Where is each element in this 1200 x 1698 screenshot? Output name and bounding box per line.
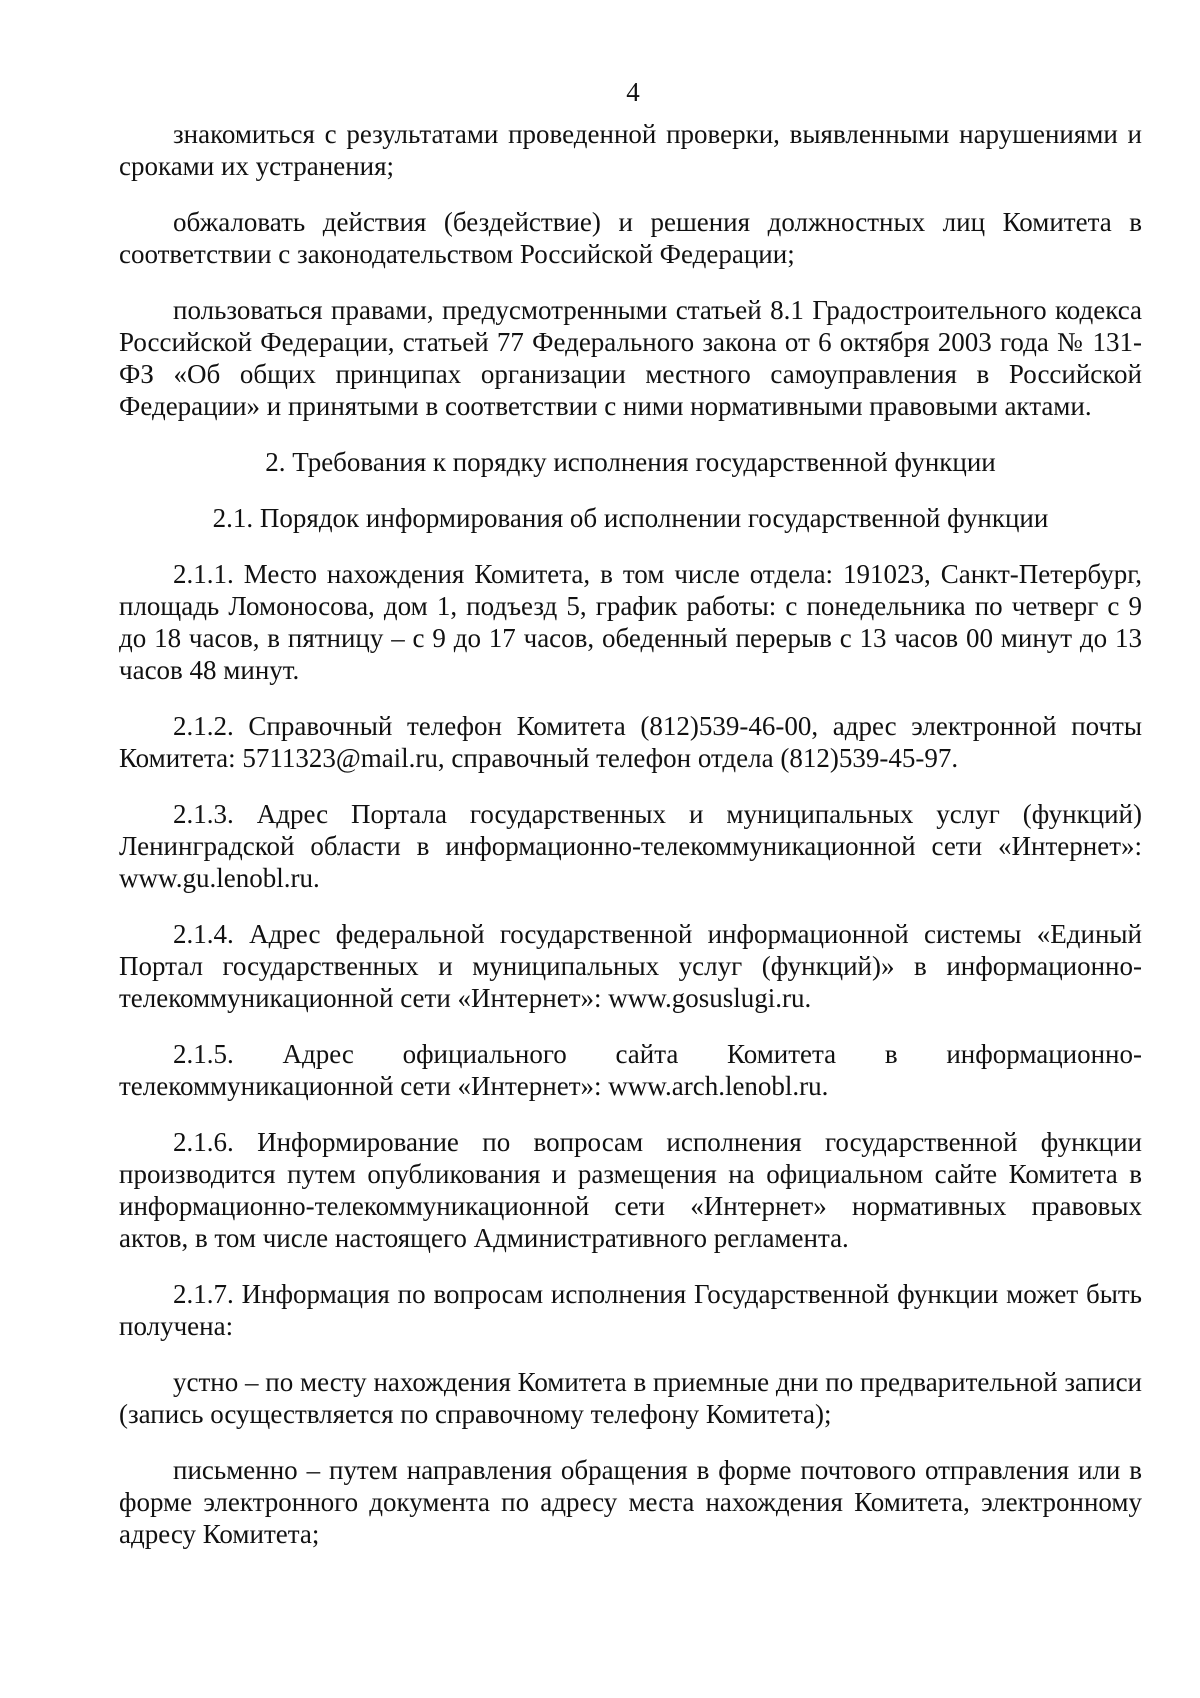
paragraph-2-1-1: 2.1.1. Место нахождения Комитета, в том числе отдела: 191023, Санкт-Петербург, площадь Ломоносова, дом 1, подъезд 5, график работы: с понедельника по четверг с 9 до 18 часов, в пятницу – с 9 до 17 часов, обеденный перерыв с 13 часов 00 минут до 13 часов 48 минут. [119, 559, 1142, 685]
paragraph-2-1-2: 2.1.2. Справочный телефон Комитета (812)539-46-00, адрес электронной почты Комитета: 5711323@mail.ru, справочный телефон отдела (812)539-45-97. [119, 711, 1142, 773]
paragraph-2-1-5: 2.1.5. Адрес официального сайта Комитета в информационно-телекоммуникационной сети «Интернет»: www.arch.lenobl.ru. [119, 1039, 1142, 1101]
paragraph-rights: пользоваться правами, предусмотренными статьей 8.1 Градостроительного кодекса Российской Федерации, статьей 77 Федерального закона от 6 октября 2003 года № 131-ФЗ «Об общих принципах организации местного самоуправления в Российской Федерации» и принятыми в соответствии с ними нормативными правовыми актами. [119, 295, 1142, 421]
paragraph-2-1-4: 2.1.4. Адрес федеральной государственной информационной системы «Единый Портал государственных и муниципальных услуг (функций)» в информационно-телекоммуникационной сети «Интернет»: www.gosuslugi.ru. [119, 919, 1142, 1013]
paragraph-2-1-6: 2.1.6. Информирование по вопросам исполнения государственной функции производится путем опубликования и размещения на официальном сайте Комитета в информационно-телекоммуникационной сети «Интернет» нормативных правовых актов, в том числе настоящего Административного регламента. [119, 1127, 1142, 1253]
page-number: 4 [626, 77, 640, 107]
paragraph-2-1-3: 2.1.3. Адрес Портала государственных и муниципальных услуг (функций) Ленинградской области в информационно-телекоммуникационной сети «Интернет»: www.gu.lenobl.ru. [119, 799, 1142, 893]
paragraph-written: письменно – путем направления обращения в форме почтового отправления или в форме электронного документа по адресу места нахождения Комитета, электронному адресу Комитета; [119, 1455, 1142, 1549]
paragraph-oral: устно – по месту нахождения Комитета в приемные дни по предварительной записи (запись осуществляется по справочному телефону Комитета); [119, 1367, 1142, 1429]
paragraph-2-1-7: 2.1.7. Информация по вопросам исполнения Государственной функции может быть получена: [119, 1279, 1142, 1341]
section-heading-2: 2. Требования к порядку исполнения государственной функции [265, 447, 996, 477]
subsection-heading-2-1: 2.1. Порядок информирования об исполнении государственной функции [212, 503, 1049, 533]
paragraph-appeal-actions: обжаловать действия (бездействие) и решения должностных лиц Комитета в соответствии с законодательством Российской Федерации; [119, 207, 1142, 269]
paragraph-review-results: знакомиться с результатами проведенной проверки, выявленными нарушениями и сроками их устранения; [119, 119, 1142, 181]
document-body [119, 118, 1142, 1574]
